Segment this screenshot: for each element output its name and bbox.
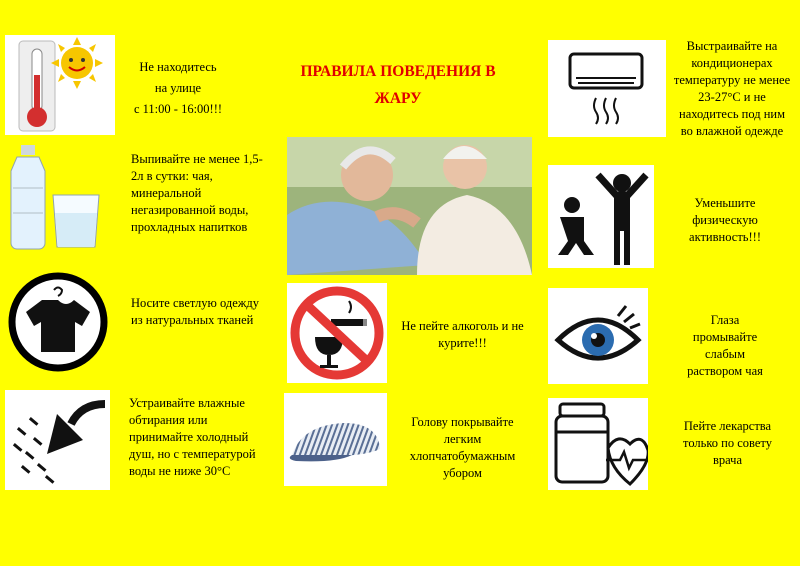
elderly-couple-photo xyxy=(287,137,532,275)
water-text: Выпивайте не менее 1,5-2л в сутки: чая, минеральной негазированной воды, прохладных напитков xyxy=(131,152,263,234)
alcohol-text: Не пейте алкоголь и не курите!!! xyxy=(401,319,524,350)
page-title: ПРАВИЛА ПОВЕДЕНИЯ В ЖАРУ xyxy=(300,63,496,107)
activity-text: Уменьшите физическую активность!!! xyxy=(689,196,761,244)
thermometer-sun-icon xyxy=(5,35,115,135)
medicine-heart-icon xyxy=(548,398,648,490)
ac-text: Выстраивайте на кондиционерах температуру не менее 23-27°С и не находитесь под ним во влажной одежде xyxy=(673,39,791,138)
shower-text: Устраивайте влажные обтирания или принимайте холодный душ, но с температурой воды не ниже 30°С xyxy=(129,396,256,478)
activity-icon xyxy=(548,165,654,268)
outdoor-text xyxy=(128,57,228,120)
shirt-icon xyxy=(8,272,108,372)
meds-text: Пейте лекарства только по совету врача xyxy=(683,419,772,467)
water-bottle-glass-icon xyxy=(5,143,110,250)
eyes-text: Глаза промывайте слабым раствором чая xyxy=(687,313,763,378)
air-conditioner-icon xyxy=(548,40,666,137)
outdoor-line2: на улице xyxy=(154,81,202,95)
eye-icon xyxy=(548,288,648,384)
no-alcohol-smoking-icon xyxy=(287,283,387,383)
clothes-text: Носите светлую одежду из натуральных тканей xyxy=(131,296,260,327)
hat-text: Голову покрывайте легким хлопчатобумажным убором xyxy=(409,415,516,480)
shower-icon xyxy=(5,390,110,490)
outdoor-line1: Не находитесь xyxy=(139,60,217,74)
outdoor-line3: с 11:00 - 16:00!!! xyxy=(133,102,223,116)
cap-icon xyxy=(284,393,387,486)
